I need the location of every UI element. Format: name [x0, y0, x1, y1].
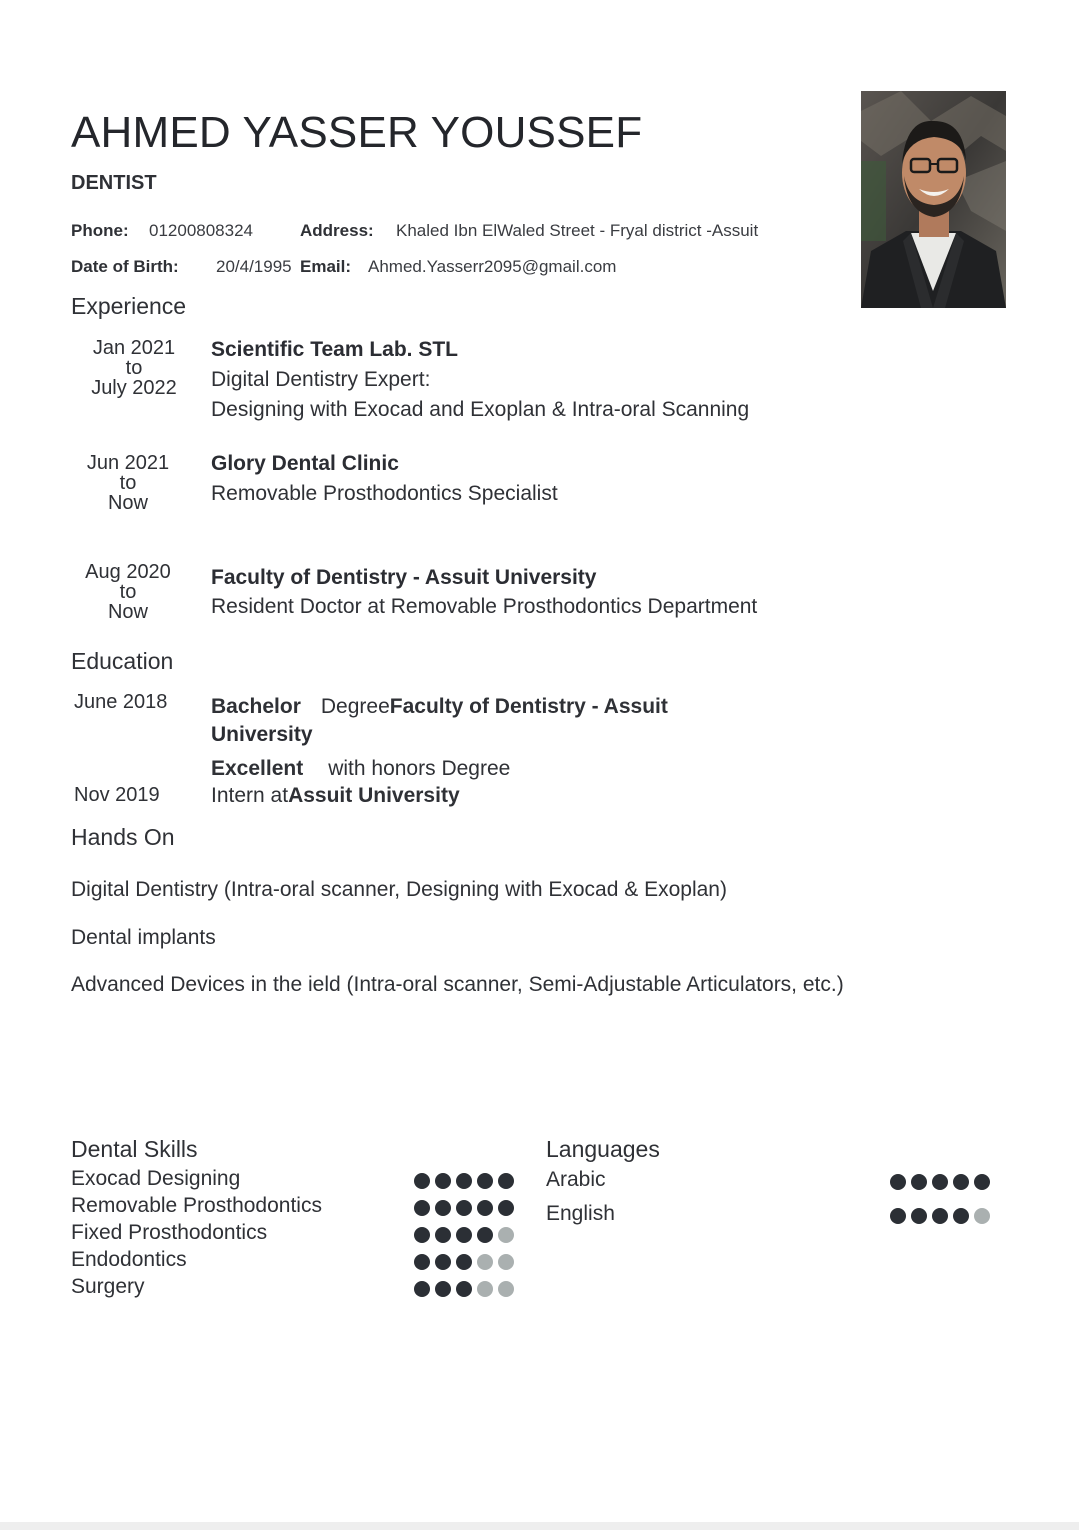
experience-org: Glory Dental Clinic [211, 452, 399, 475]
rating-dot-filled [477, 1173, 493, 1189]
rating-row [71, 1194, 524, 1221]
degree-school-cont: University [211, 723, 313, 746]
rating-dot-filled [932, 1174, 948, 1190]
date-to: Now [107, 601, 148, 623]
rating-dots [414, 1173, 514, 1189]
education-date: Nov 2019 [74, 784, 160, 806]
job-role: DENTIST [71, 172, 157, 194]
profile-photo [861, 91, 1006, 308]
dental-skills-heading: Dental Skills [71, 1136, 198, 1162]
rating-dot-filled [435, 1227, 451, 1243]
rating-dot-filled [435, 1281, 451, 1297]
dob-value: 20/4/1995 [216, 257, 292, 276]
internship-school: Assuit University [288, 784, 460, 807]
rating-row [71, 1248, 524, 1275]
address-label: Address: [300, 221, 374, 240]
email-value: Ahmed.Yasserr2095@gmail.com [368, 257, 617, 276]
address-value: Khaled Ibn ElWaled Street - Fryal district -Assuit [396, 221, 759, 240]
degree-word: Degree [320, 695, 390, 718]
hands-on-item: Advanced Devices in the ield (Intra-oral scanner, Semi-Adjustable Articulators, etc.) [71, 973, 844, 996]
date-to: July 2022 [91, 377, 177, 399]
experience-role: Resident Doctor at Removable Prosthodontics Department [211, 595, 758, 618]
rating-dots [414, 1227, 514, 1243]
experience-role: Removable Prosthodontics Specialist [211, 482, 558, 505]
date-from: Jan 2021 [92, 337, 176, 359]
rating-row [71, 1275, 524, 1302]
rating-dot-filled [456, 1200, 472, 1216]
rating-dot-filled [414, 1254, 430, 1270]
education-date: June 2018 [74, 691, 168, 713]
education-heading: Education [71, 648, 174, 674]
rating-label: English [546, 1202, 615, 1225]
page-bottom-edge [0, 1522, 1079, 1530]
rating-dot-filled [456, 1254, 472, 1270]
rating-label: Fixed Prosthodontics [71, 1221, 268, 1244]
rating-dots [414, 1200, 514, 1216]
rating-dot-filled [414, 1227, 430, 1243]
dob-label: Date of Birth: [71, 257, 179, 276]
rating-label: Removable Prosthodontics [71, 1194, 322, 1217]
rating-dot-filled [890, 1174, 906, 1190]
rating-label: Surgery [71, 1275, 145, 1298]
degree-grade-note: with honors Degree [328, 757, 511, 780]
rating-dot-empty [498, 1227, 514, 1243]
rating-dots [414, 1281, 514, 1297]
rating-dots [890, 1208, 990, 1224]
rating-dot-filled [477, 1200, 493, 1216]
rating-dot-filled [911, 1174, 927, 1190]
rating-dot-filled [456, 1227, 472, 1243]
rating-dot-empty [477, 1254, 493, 1270]
date-to-word: to [119, 472, 137, 494]
rating-row [71, 1167, 524, 1194]
rating-dot-filled [498, 1173, 514, 1189]
date-to-word: to [119, 581, 137, 603]
languages-heading: Languages [546, 1136, 660, 1162]
rating-dot-empty [477, 1281, 493, 1297]
date-from: Jun 2021 [86, 452, 170, 474]
rating-dot-filled [435, 1254, 451, 1270]
degree-grade-line [211, 757, 510, 781]
rating-dot-filled [953, 1208, 969, 1224]
email-label: Email: [300, 257, 352, 276]
rating-label: Endodontics [71, 1248, 187, 1271]
phone-label: Phone: [71, 221, 129, 240]
date-to-word: to [125, 357, 143, 379]
rating-dot-filled [414, 1200, 430, 1216]
hands-on-heading: Hands On [71, 824, 175, 850]
rating-dots [414, 1254, 514, 1270]
date-to: Now [107, 492, 148, 514]
rating-dot-filled [456, 1173, 472, 1189]
rating-dot-filled [953, 1174, 969, 1190]
rating-row [546, 1202, 1000, 1236]
experience-date [68, 453, 188, 513]
candidate-name: AHMED YASSER YOUSSEF [71, 108, 643, 157]
rating-dots [890, 1174, 990, 1190]
rating-dot-filled [456, 1281, 472, 1297]
rating-row [71, 1221, 524, 1248]
experience-org: Faculty of Dentistry - Assuit University [211, 566, 597, 589]
rating-dot-filled [477, 1227, 493, 1243]
phone-value: 01200808324 [149, 221, 254, 240]
education-degree-line [211, 695, 668, 719]
rating-dot-filled [974, 1174, 990, 1190]
internship-line [211, 784, 460, 808]
degree-grade: Excellent [211, 757, 304, 780]
rating-label: Exocad Designing [71, 1167, 241, 1190]
experience-date [68, 562, 188, 622]
rating-dot-filled [890, 1208, 906, 1224]
experience-date [74, 338, 194, 398]
rating-dot-filled [932, 1208, 948, 1224]
experience-heading: Experience [71, 293, 187, 319]
rating-row [546, 1168, 1000, 1202]
hands-on-item: Digital Dentistry (Intra-oral scanner, Designing with Exocad & Exoplan) [71, 878, 727, 901]
hands-on-item: Dental implants [71, 926, 216, 949]
rating-dot-filled [435, 1200, 451, 1216]
rating-dot-empty [498, 1281, 514, 1297]
rating-label: Arabic [546, 1168, 606, 1191]
rating-dot-filled [498, 1200, 514, 1216]
experience-org: Scientific Team Lab. STL [211, 338, 458, 361]
rating-dot-empty [498, 1254, 514, 1270]
rating-dot-filled [414, 1173, 430, 1189]
degree-school: Faculty of Dentistry - Assuit [389, 695, 668, 718]
experience-role: Digital Dentistry Expert: [211, 368, 431, 391]
rating-dot-filled [435, 1173, 451, 1189]
rating-dot-filled [911, 1208, 927, 1224]
rating-dot-filled [414, 1281, 430, 1297]
rating-dot-empty [974, 1208, 990, 1224]
experience-detail: Designing with Exocad and Exoplan & Intra-oral Scanning [211, 398, 750, 421]
profile-photo-art [861, 91, 1006, 308]
internship-prefix: Intern at [211, 784, 289, 807]
degree-name: Bachelor [211, 695, 301, 718]
date-from: Aug 2020 [85, 561, 171, 583]
